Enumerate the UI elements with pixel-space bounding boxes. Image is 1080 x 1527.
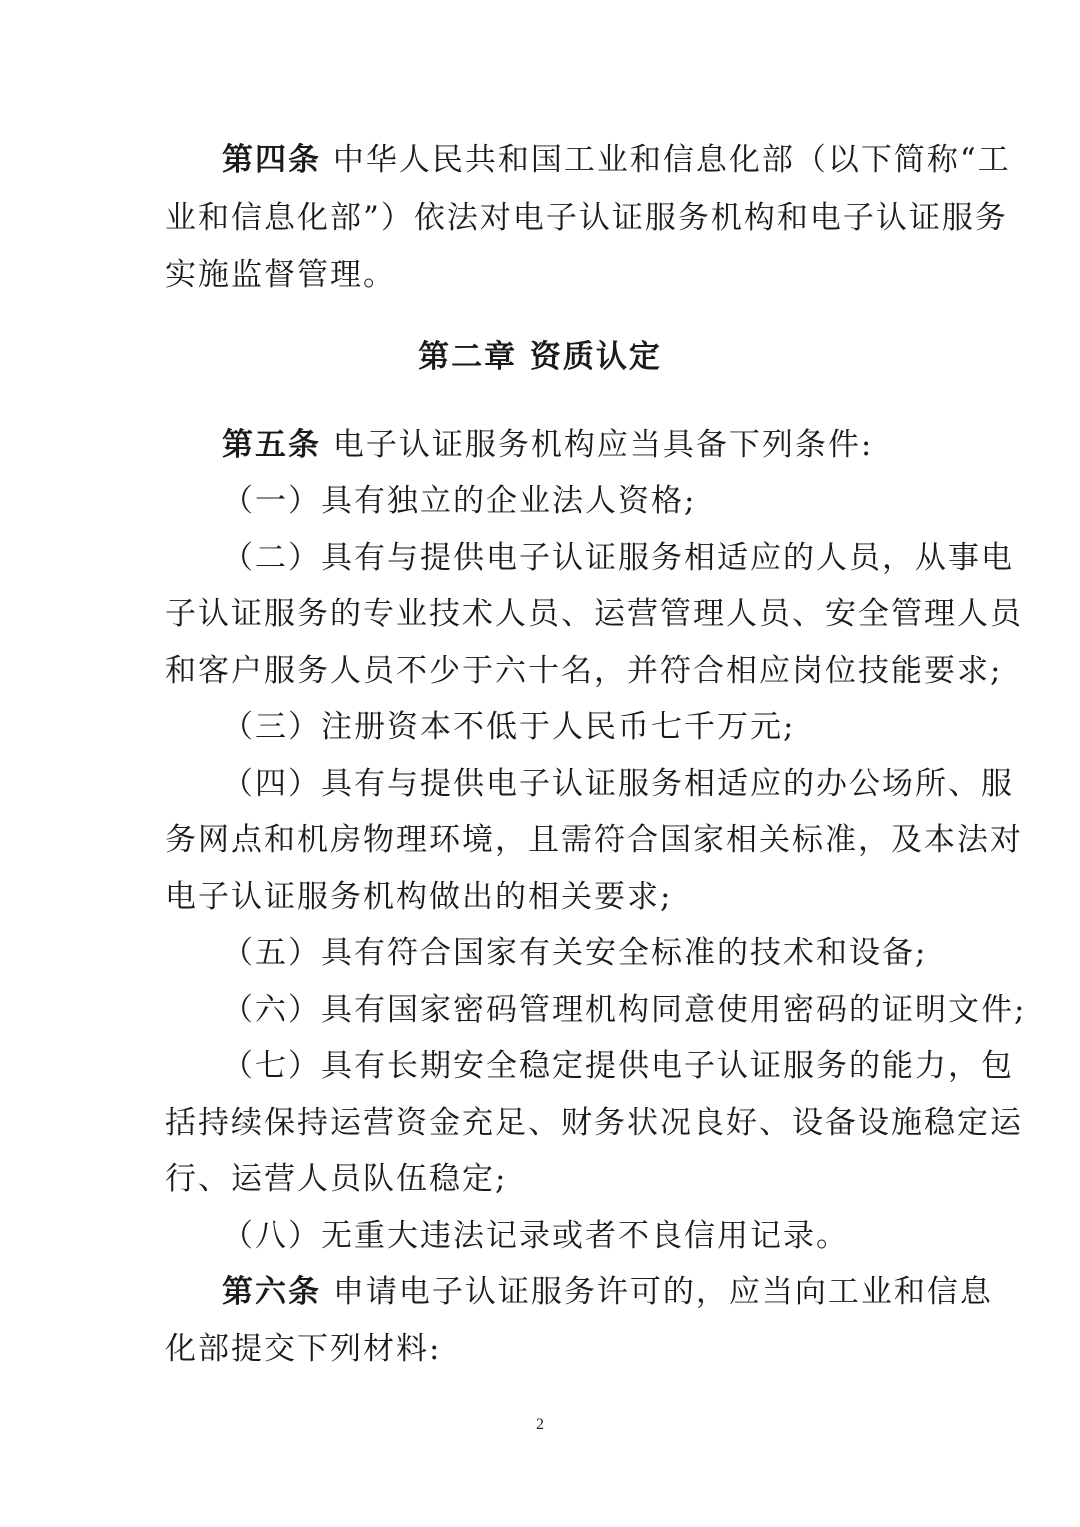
- article5-label: 第五条: [222, 427, 321, 463]
- article6-text-line1: 申请电子认证服务许可的，应当向工业和信息: [332, 1274, 993, 1310]
- article5-intro-line: [222, 423, 922, 467]
- page-number: 2: [536, 1416, 544, 1433]
- article5-item2-line3: 和客户服务人员不少于六十名，并符合相应岗位技能要求;: [165, 653, 1003, 689]
- article4-line1: [222, 138, 1011, 182]
- article5-item7-line3: 行、运营人员队伍稳定;: [165, 1161, 508, 1197]
- article5-item8: （八）无重大违法记录或者不良信用记录。: [222, 1218, 849, 1254]
- article5-item7-line1: （七）具有长期安全稳定提供电子认证服务的能力，包: [222, 1048, 1014, 1084]
- article5-item5: （五）具有符合国家有关安全标准的技术和设备;: [222, 935, 928, 971]
- article6-line1: [222, 1270, 993, 1314]
- chapter-heading: 第二章 资质认定: [418, 339, 662, 375]
- article5-item3: （三）注册资本不低于人民币七千万元;: [222, 709, 796, 745]
- article4-text-line1: 中华人民共和国工业和信息化部（以下简称“工: [332, 142, 1011, 178]
- article6-line2: 化部提交下列材料:: [165, 1331, 442, 1367]
- article5-item6: （六）具有国家密码管理机构同意使用密码的证明文件;: [222, 992, 1027, 1028]
- article5-item4-line2: 务网点和机房物理环境，且需符合国家相关标准，及本法对: [165, 822, 1023, 858]
- article4-line3: 实施监督管理。: [165, 257, 396, 293]
- article5-item7-line2: 括持续保持运营资金充足、财务状况良好、设备设施稳定运: [165, 1105, 1023, 1141]
- article5-intro: 电子认证服务机构应当具备下列条件:: [332, 427, 874, 463]
- article5-item1: （一）具有独立的企业法人资格;: [222, 483, 697, 519]
- article5-item4-line3: 电子认证服务机构做出的相关要求;: [165, 879, 673, 915]
- article4-label: 第四条: [222, 142, 321, 178]
- article4-line2: 业和信息化部”）依法对电子认证服务机构和电子认证服务: [165, 200, 1008, 236]
- article5-item2-line1: （二）具有与提供电子认证服务相适应的人员，从事电: [222, 540, 1014, 576]
- article5-item2-line2: 子认证服务的专业技术人员、运营管理人员、安全管理人员: [165, 596, 1023, 632]
- article6-label: 第六条: [222, 1274, 321, 1310]
- article5-item4-line1: （四）具有与提供电子认证服务相适应的办公场所、服: [222, 766, 1014, 802]
